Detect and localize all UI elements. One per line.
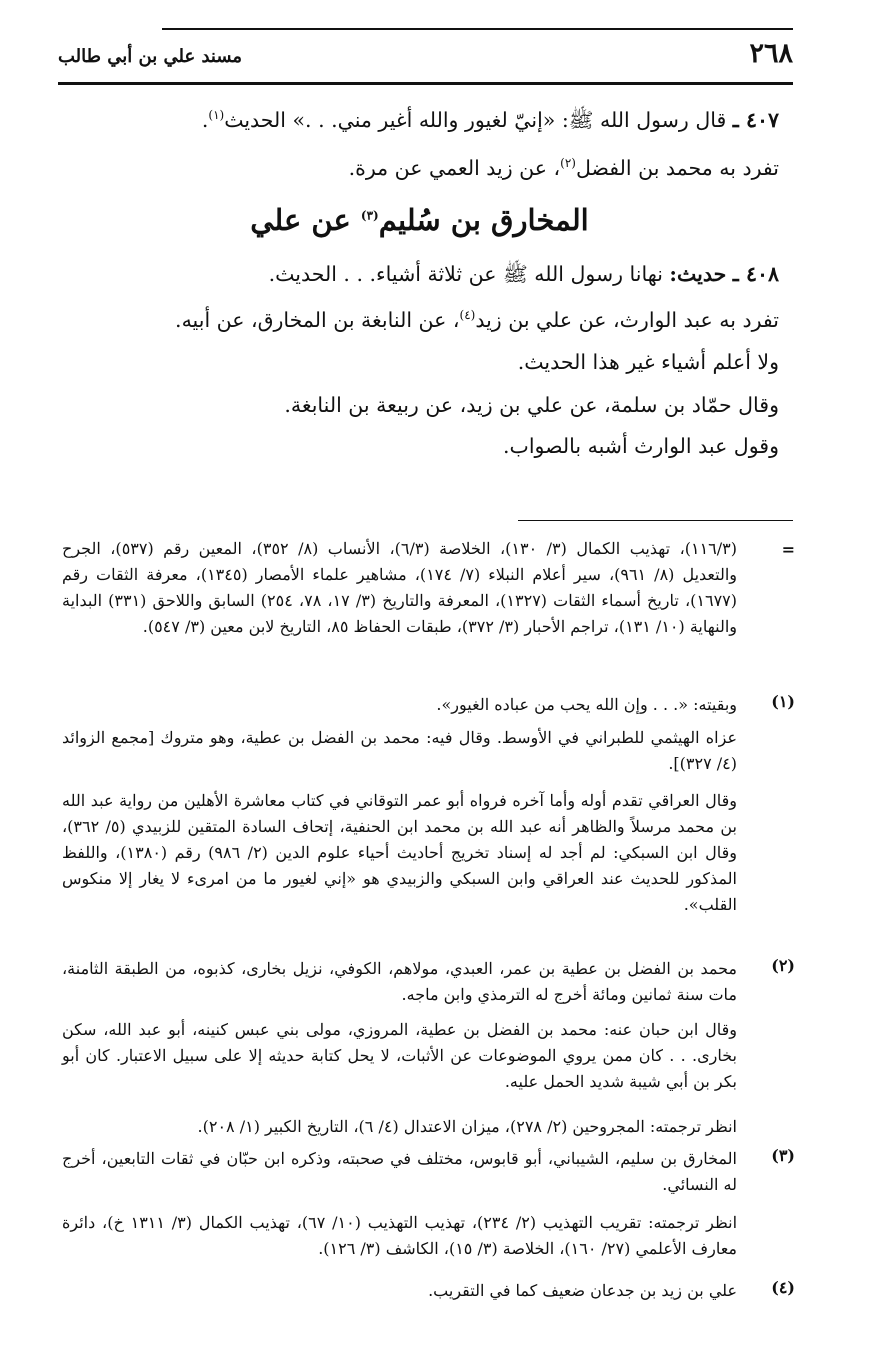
paragraph-4: وقول عبد الوارث أشبه بالصواب. [503, 434, 779, 458]
hadith-407-line-2 [70, 156, 779, 181]
header-rule [58, 82, 793, 85]
punctuation: . [201, 108, 209, 132]
footnote-1-line-a: وبقيته: «. . . وإن الله يحب من عباده الغيور». [436, 695, 737, 714]
continuation-mark: = [781, 540, 795, 559]
footnote-4-para-a: علي بن زيد بن جدعان ضعيف كما في التقريب. [428, 1281, 737, 1300]
running-header [58, 36, 793, 76]
footnote-2-para-a: محمد بن الفضل بن عطية بن عمر، العبدي، مولاهم، الكوفي، نزيل بخارى، كذبوه، من الطبقة الثامنة، مات سنة ثمانين ومائة أخرج له الترمذي وابن ماجه. [62, 959, 737, 1005]
narration-text: تفرد به محمد بن الفضل [575, 156, 779, 180]
footnote-ref: (١) [208, 108, 225, 123]
footnote-2-para-c: انظر ترجمته: المجروحين (٢/ ٢٧٨)، ميزان الاعتدال (٤/ ٦)، التاريخ الكبير (١/ ٢٠٨). [197, 1117, 737, 1136]
footnote-3-para-b: انظر ترجمته: تقريب التهذيب (٢/ ٢٣٤)، تهذيب التهذيب (١٠/ ٦٧)، تهذيب الكمال (٣/ ١٣١١ خ)، دائرة معارف الأعلمي (٢٧/ ١٦٠)، الخلاصة (٣/ ١٥)، الكاشف (٣/ ١٢٦). [62, 1213, 738, 1259]
footnote-ref: (٤) [459, 308, 476, 323]
page-number: ٢٦٨ [749, 38, 793, 69]
hadith-number: ٤٠٧ ـ [732, 108, 779, 132]
footnote-1-para-c: وقال العراقي تقدم أوله وأما آخره فرواه أبو عمر التوقاني في كتاب معاشرة الأهلين من رواية عبد الله بن محمد مرسلاً والظاهر أنه عبد الله بن محمد ابن الحنفية، إتحاف السادة المتقين للزبيدي (٥/ ٣٦٢)، وقال ابن السبكي: لم أجد له إسناد تخريج أحاديث أحياء علوم الدين (٢/ ٩٨٦) رقم (١٣٨٠)، واللفظ المذكور للحديث عند العراقي وابن السبكي والزبيدي هو «إني لغيور ما من امرىء لا يغار إلا منكوس القلب». [62, 791, 737, 915]
footnote-ref: (٢) [560, 156, 576, 171]
hadith-text: قال رسول الله ﷺ: «إنيّ لغيور والله أغير مني. . .» الحديث [224, 108, 727, 132]
footnote-4-mark: (٤) [771, 1278, 795, 1297]
footnote-continuation: (١١٦/٣)، تهذيب الكمال (٣/ ١٣٠)، الخلاصة (٦/٣)، الأنساب (٨/ ٣٥٢)، المعين رقم (٥٣٧)، الجرح والتعديل (٨/ ٩٦١)، سير أعلام النبلاء (٧/ ١٧٤)، مشاهير علماء الأمصار (١٣٤٥)، معرفة الثقات رقم (١٦٧٧)، تاريخ أسماء الثقات (١٣٢٧)، المعرفة والتاريخ (٣/ ١٧، ٧٨، ٢٥٤) السابق واللاحق (٣٣١) البداية والنهاية (١٠/ ١٣١)، تراجم الأحبار (٣/ ٣٧٢)، طبقات الحفاظ ٨٥، التاريخ لابن معين (٣/ ٥٤٧). [62, 539, 738, 637]
footnote-2-para-b: وقال ابن حبان عنه: محمد بن الفضل بن عطية، المروزي، مولى بني عبس كنينه، أبو عبد الله، سكن بخارى. . . كان ممن يروي الموضوعات عن الأثبات، لا يحل كتابة حديثه إلا على سبيل الاعتبار. كان أبو بكر بن أبي شيبة شديد الحمل عليه. [62, 1020, 738, 1092]
narration-text: ، عن النابغة بن المخارق، عن أبيه. [175, 308, 460, 332]
narration-text: تفرد به عبد الوارث، عن علي بن زيد [475, 308, 779, 332]
hadith-number: ٤٠٨ ـ [732, 262, 779, 286]
footnote-2-mark: (٢) [771, 956, 795, 975]
hadith-label: حديث: [669, 262, 727, 286]
footnote-3-mark: (٣) [771, 1146, 795, 1165]
section-heading [0, 203, 879, 237]
paragraph-2: ولا أعلم أشياء غير هذا الحديث. [517, 350, 779, 374]
hadith-408-line [70, 262, 779, 287]
footnote-1-mark: (١) [771, 692, 795, 711]
narration-text: ، عن زيد العمي عن مرة. [348, 156, 561, 180]
footnote-3-para-a: المخارق بن سليم، الشيباني، أبو قابوس، مختلف في صحبته، وذكره ابن حبّان في ثقات التابعين، أخرج له النسائي. [62, 1149, 737, 1195]
paragraph-3: وقال حمّاد بن سلمة، عن علي بن زيد، عن ربيعة بن النابغة. [284, 393, 779, 417]
footnote-1-para-b: عزاه الهيثمي للطبراني في الأوسط. وقال فيه: محمد بن الفضل بن عطية، وهو متروك [مجمع الزوائد (٤/ ٣٢٧)]. [62, 728, 737, 774]
running-title: مسند علي بن أبي طالب [58, 46, 243, 67]
hadith-text: نهانا رسول الله ﷺ عن ثلاثة أشياء. . . الحديث. [268, 262, 670, 286]
heading-text: عن علي [250, 203, 361, 237]
footnote-ref: (٣) [360, 208, 379, 223]
footnote-separator [518, 520, 793, 521]
paragraph-1 [62, 308, 779, 333]
hadith-407-line-1 [70, 108, 779, 133]
header-leader-line [162, 28, 793, 30]
heading-text: المخارق بن سُليم [378, 203, 589, 237]
